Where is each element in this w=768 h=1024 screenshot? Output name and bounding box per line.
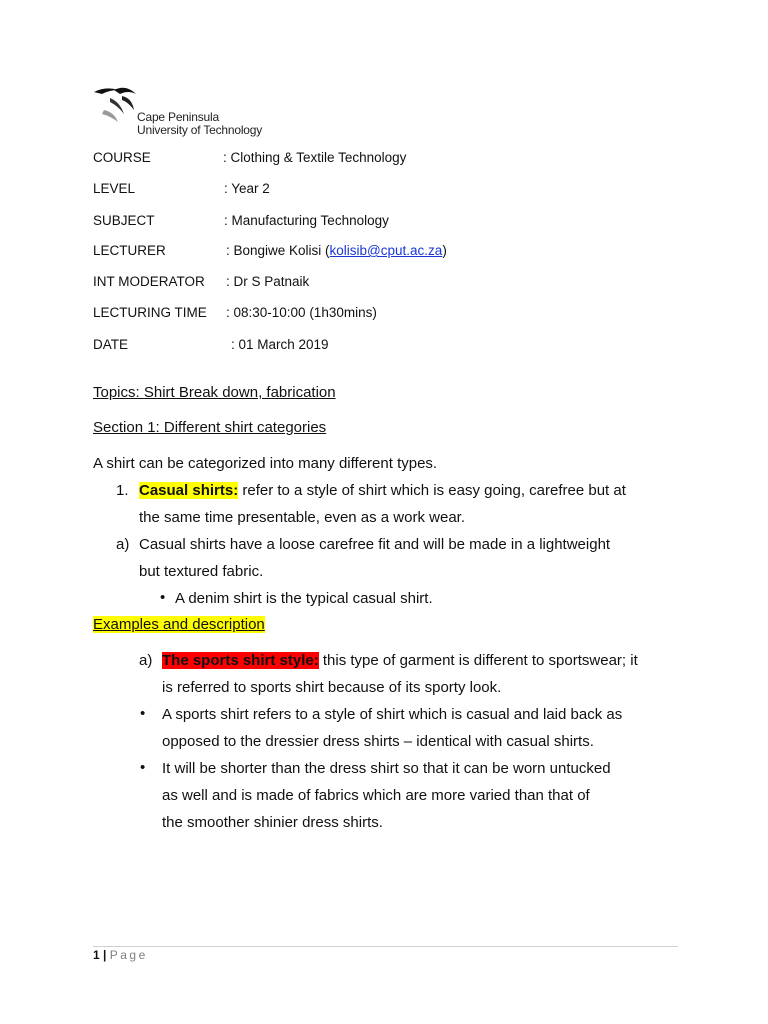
meta-value: : Year 2 — [224, 181, 270, 196]
meta-key: LECTURING TIME — [93, 305, 207, 320]
sports-shirt-label: The sports shirt style: — [162, 652, 319, 669]
meta-value — [226, 243, 447, 258]
list-item-text: refer to a style of shirt which is easy going, carefree but at — [238, 482, 626, 499]
meta-key: LECTURER — [93, 243, 166, 258]
bullet-line: It will be shorter than the dress shirt so that it can be worn untucked — [162, 760, 611, 777]
logo-line-2: University of Technology — [137, 123, 263, 137]
topics-heading: Topics: Shirt Break down, fabrication — [93, 384, 336, 401]
list-item-text: Casual shirts have a loose carefree fit and will be made in a lightweight — [139, 536, 611, 553]
bullet-line: as well and is made of fabrics which are more varied than that of — [162, 787, 590, 804]
footer-divider — [93, 946, 678, 947]
footer-separator: | — [103, 948, 107, 962]
meta-value: : 08:30-10:00 (1h30mins) — [226, 305, 377, 320]
page-number: 1 — [93, 948, 100, 962]
list-number: 1. — [116, 482, 129, 499]
list-item-continuation: is referred to sports shirt because of its sporty look. — [162, 679, 502, 696]
intro-paragraph: A shirt can be categorized into many different types. — [93, 455, 438, 472]
bullet-line: opposed to the dressier dress shirts – identical with casual shirts. — [162, 733, 594, 750]
meta-key: LEVEL — [93, 181, 136, 196]
meta-value: : Dr S Patnaik — [226, 274, 310, 289]
logo-emblem-icon — [92, 84, 140, 124]
page-footer — [93, 948, 148, 962]
bullet-denim: A denim shirt is the typical casual shirt. — [175, 590, 433, 607]
list-item-text: this type of garment is different to sportswear; it — [318, 652, 638, 669]
meta-value: : 01 March 2019 — [231, 337, 329, 352]
list-item-sports — [162, 651, 638, 671]
bullet-icon: • — [140, 705, 146, 722]
meta-value: : Manufacturing Technology — [224, 213, 389, 228]
casual-shirts-label: Casual shirts: — [139, 482, 239, 499]
logo-line-1: Cape Peninsula — [137, 110, 219, 124]
lecturer-email-link[interactable]: kolisib@cput.ac.za — [329, 243, 443, 258]
bullet-icon: • — [140, 759, 146, 776]
lecturer-name: : Bongiwe Kolisi ( — [226, 243, 330, 258]
list-marker: a) — [139, 652, 153, 669]
list-item-continuation: but textured fabric. — [139, 563, 264, 580]
examples-heading-text: Examples and description — [93, 616, 265, 633]
meta-value: : Clothing & Textile Technology — [223, 150, 407, 165]
section-heading: Section 1: Different shirt categories — [93, 419, 327, 436]
page-word: Page — [109, 948, 148, 962]
bullet-line: the smoother shinier dress shirts. — [162, 814, 383, 831]
examples-heading — [93, 615, 265, 635]
meta-key: COURSE — [93, 150, 151, 165]
list-item-continuation: the same time presentable, even as a work wear. — [139, 509, 466, 526]
list-item-casual — [139, 481, 626, 501]
meta-key: SUBJECT — [93, 213, 155, 228]
meta-key: INT MODERATOR — [93, 274, 205, 289]
bullet-icon: • — [160, 589, 166, 606]
list-marker: a) — [116, 536, 130, 553]
meta-key: DATE — [93, 337, 129, 352]
university-logo — [92, 84, 292, 140]
lecturer-suffix: ) — [442, 243, 447, 258]
bullet-line: A sports shirt refers to a style of shirt which is casual and laid back as — [162, 706, 623, 723]
